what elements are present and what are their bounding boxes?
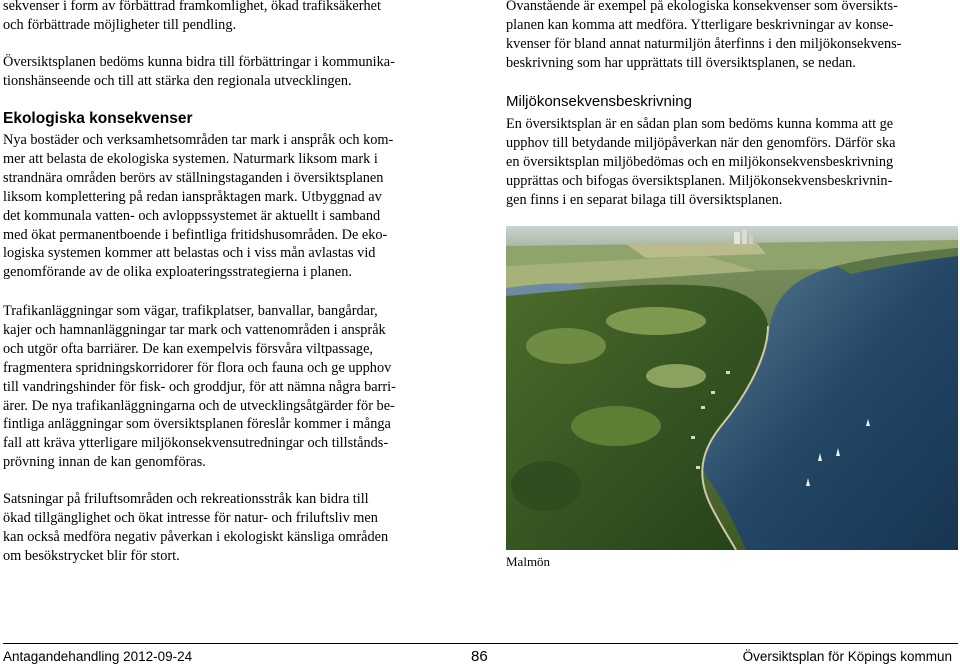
right-intro-paragraph — [506, 0, 901, 73]
text-line: och utgör ofta barriärer. De kan exempelvis försvåra viltpassage, — [3, 340, 373, 357]
text-line: om besökstrycket blir för stort. — [3, 547, 180, 564]
eco-heading: Ekologiska konsekvenser — [3, 110, 193, 127]
mkb-paragraph — [506, 115, 895, 210]
text-line: planen kan komma att medföra. Ytterligare beskrivningar av konse- — [506, 16, 894, 33]
text-line: fall att kräva ytterligare miljökonsekvensutredningar och tillstånds- — [3, 435, 389, 452]
page-number: 86 — [471, 648, 488, 665]
traffic-paragraph — [3, 302, 396, 472]
photo-caption: Malmön — [506, 554, 551, 569]
text-line: ökad tillgänglighet och ökat intresse för natur- och friluftsliv men — [3, 509, 378, 526]
text-line: strandnära områden berörs av ställningstaganden i översiktsplanen — [3, 169, 384, 186]
text-line: En översiktsplan är en sådan plan som bedöms kunna komma att ge — [506, 116, 894, 132]
text-line: Satsningar på friluftsområden och rekreationsstråk kan bidra till — [3, 491, 369, 507]
text-line: kvenser för bland annat naturmiljön återfinns i den miljökonsekvens- — [506, 35, 902, 52]
text-line: fintliga anläggningar som översiktsplanen föreslår kommer i många — [3, 416, 391, 433]
outdoor-paragraph — [3, 490, 388, 566]
text-line: en översiktsplan miljöbedömas och en miljökonsekvensbeskrivning — [506, 153, 894, 170]
text-line: och förbättrade möjligheter till pendling. — [3, 16, 237, 33]
text-line: mer att belasta de ekologiska systemen. Naturmark liksom mark i — [3, 150, 378, 167]
text-line: med ökat permanentboende i befintliga fritidshusområden. De eko- — [3, 226, 388, 243]
footer-document-title: Översiktsplan för Köpings kommun — [742, 649, 952, 664]
text-line: liksom komplettering på redan ianspråktagen mark. Utbyggnad av — [3, 188, 382, 205]
text-line: prövning innan de kan genomföras. — [3, 454, 206, 471]
footer-divider — [3, 643, 958, 644]
eco-paragraph — [3, 131, 393, 282]
text-line: det kommunala vatten- och avloppssystemet är aktuellt i samband — [3, 207, 381, 224]
text-line: kajer och hamnanläggningar tar mark och vattenområden i anspråk — [3, 321, 386, 338]
aerial-photo — [506, 226, 958, 550]
text-line: tionshänseende och till att stärka den regionala utvecklingen. — [3, 72, 352, 89]
text-line: beskrivning som har upprättats till översiktsplanen, se nedan. — [506, 54, 856, 71]
text-line: fragmentera spridningskorridorer för flora och fauna och ge upphov — [3, 359, 392, 376]
text-line: upphov till betydande miljöpåverkan när den genomförs. Därför ska — [506, 134, 896, 151]
text-line: gen finns i en separat bilaga till översiktsplanen. — [506, 191, 783, 208]
footer-document-status: Antagandehandling 2012-09-24 — [3, 649, 193, 664]
text-line: ärer. De nya trafikanläggningarna och de utvecklingsåtgärder för be- — [3, 397, 395, 414]
plan-paragraph — [3, 53, 395, 91]
text-line: Ovanstående är exempel på ekologiska konsekvenser som översikts- — [506, 0, 898, 14]
text-line: kan också medföra negativ påverkan i ekologiskt känsliga områden — [3, 528, 389, 545]
text-line: till vandringshinder för fisk- och groddjur, för att nämna några barri- — [3, 378, 396, 395]
text-line: sekvenser i form av förbättrad framkomlighet, ökad trafiksäkerhet — [3, 0, 381, 14]
text-line: upprättas och bifogas översiktsplanen. Miljökonsekvensbeskrivnin- — [506, 172, 893, 189]
text-line: Nya bostäder och verksamhetsområden tar mark i anspråk och kom- — [3, 132, 394, 148]
text-line: Trafikanläggningar som vägar, trafikplatser, banvallar, bangårdar, — [3, 303, 378, 319]
text-line: Översiktsplanen bedöms kunna bidra till förbättringar i kommunika- — [3, 54, 395, 70]
intro-paragraph — [3, 0, 381, 35]
text-line: logiska systemen kommer att belastas och i viss mån avlastas vid — [3, 245, 376, 262]
text-line: genomförande av de olika exploateringsstrategierna i planen. — [3, 264, 352, 281]
mkb-heading: Miljökonsekvensbeskrivning — [506, 93, 692, 110]
